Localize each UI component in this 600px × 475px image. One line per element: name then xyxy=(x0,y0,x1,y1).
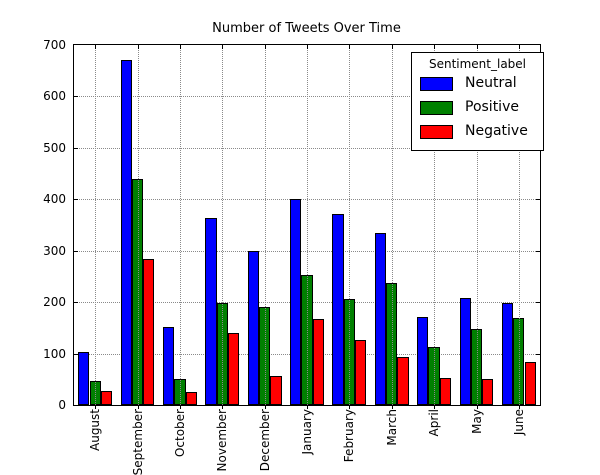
bar-neutral-may xyxy=(460,298,471,405)
ytick-label-600: 600 xyxy=(43,89,66,104)
bar-negative-september xyxy=(143,259,154,405)
bar-negative-june xyxy=(525,362,536,405)
xtick-bottom xyxy=(180,405,181,409)
xtick-top xyxy=(434,45,435,49)
ytick-left xyxy=(74,302,78,303)
xtick-top xyxy=(265,45,266,49)
legend-title: Sentiment_label xyxy=(428,57,527,71)
legend-item-neutral xyxy=(412,73,543,97)
bar-neutral-november xyxy=(205,218,216,405)
bar-neutral-january xyxy=(290,199,301,405)
ytick-right xyxy=(536,251,540,252)
bar-neutral-february xyxy=(332,214,343,405)
xtick-bottom xyxy=(477,405,478,409)
legend-swatch-negative xyxy=(420,125,453,139)
ytick-right xyxy=(536,302,540,303)
ytick-right xyxy=(536,354,540,355)
bar-negative-december xyxy=(270,376,281,405)
xtick-top xyxy=(519,45,520,49)
ytick-label-0: 0 xyxy=(58,398,66,412)
xtick-top xyxy=(307,45,308,49)
bar-neutral-august xyxy=(78,352,89,405)
bar-neutral-october xyxy=(163,327,174,405)
xtick-top xyxy=(180,45,181,49)
legend-label-negative: Negative xyxy=(465,123,528,139)
ytick-label-400: 400 xyxy=(43,192,66,207)
ytick-label-200: 200 xyxy=(43,295,66,310)
xtick-top xyxy=(392,45,393,49)
bar-negative-january xyxy=(313,319,324,405)
bar-negative-november xyxy=(228,333,239,406)
chart-title: Number of Tweets Over Time xyxy=(212,21,401,36)
bar-neutral-march xyxy=(375,233,386,405)
xtick-top xyxy=(138,45,139,49)
xtick-label-august: August xyxy=(88,409,103,451)
gridline-x-December xyxy=(265,45,266,405)
ytick-label-100: 100 xyxy=(43,346,66,361)
bar-neutral-june xyxy=(502,303,513,405)
bar-negative-april xyxy=(440,378,451,405)
ytick-label-700: 700 xyxy=(43,38,66,52)
xtick-top xyxy=(95,45,96,49)
xtick-bottom xyxy=(222,405,223,409)
xtick-bottom xyxy=(349,405,350,409)
ytick-label-300: 300 xyxy=(43,243,66,258)
xtick-label-october: October xyxy=(172,409,187,458)
xtick-bottom xyxy=(307,405,308,409)
legend-item-negative xyxy=(412,121,543,145)
bar-negative-october xyxy=(186,392,197,405)
gridline-x-August xyxy=(95,45,96,405)
xtick-bottom xyxy=(138,405,139,409)
legend-swatch-neutral xyxy=(420,77,453,91)
ytick-left xyxy=(74,96,78,97)
xtick-top xyxy=(477,45,478,49)
xtick-label-september: September xyxy=(130,409,145,475)
xtick-label-february: February xyxy=(342,409,357,463)
xtick-bottom xyxy=(265,405,266,409)
xtick-label-december: December xyxy=(257,409,272,472)
xtick-bottom xyxy=(95,405,96,409)
xtick-bottom xyxy=(519,405,520,409)
gridline-x-March xyxy=(392,45,393,405)
ytick-right xyxy=(536,199,540,200)
ytick-label-500: 500 xyxy=(43,140,66,155)
gridline-x-September xyxy=(138,45,139,405)
ytick-left xyxy=(74,199,78,200)
xtick-label-november: November xyxy=(215,409,230,472)
xtick-label-january: January xyxy=(300,409,314,455)
bar-negative-august xyxy=(101,391,112,405)
ytick-left xyxy=(74,354,78,355)
bar-negative-february xyxy=(355,340,366,405)
legend-swatch-positive xyxy=(420,101,453,115)
legend-label-neutral: Neutral xyxy=(465,75,517,91)
gridline-x-November xyxy=(222,45,223,405)
xtick-top xyxy=(349,45,350,49)
xtick-top xyxy=(222,45,223,49)
bar-neutral-december xyxy=(248,251,259,405)
legend-items xyxy=(412,73,543,145)
bar-negative-may xyxy=(482,379,493,405)
ytick-left xyxy=(74,251,78,252)
xtick-bottom xyxy=(434,405,435,409)
xtick-label-march: March xyxy=(384,409,399,446)
xtick-label-may: May xyxy=(469,409,484,434)
xtick-bottom xyxy=(392,405,393,409)
legend xyxy=(411,52,544,151)
bar-negative-march xyxy=(397,357,408,405)
legend-item-positive xyxy=(412,97,543,121)
xtick-label-april: April xyxy=(427,409,442,437)
gridline-x-October xyxy=(180,45,181,405)
bar-neutral-april xyxy=(417,317,428,405)
xtick-label-june: June xyxy=(511,409,526,436)
gridline-x-January xyxy=(307,45,308,405)
ytick-left xyxy=(74,148,78,149)
bar-neutral-september xyxy=(121,60,132,405)
legend-label-positive: Positive xyxy=(465,99,519,115)
gridline-x-February xyxy=(349,45,350,405)
